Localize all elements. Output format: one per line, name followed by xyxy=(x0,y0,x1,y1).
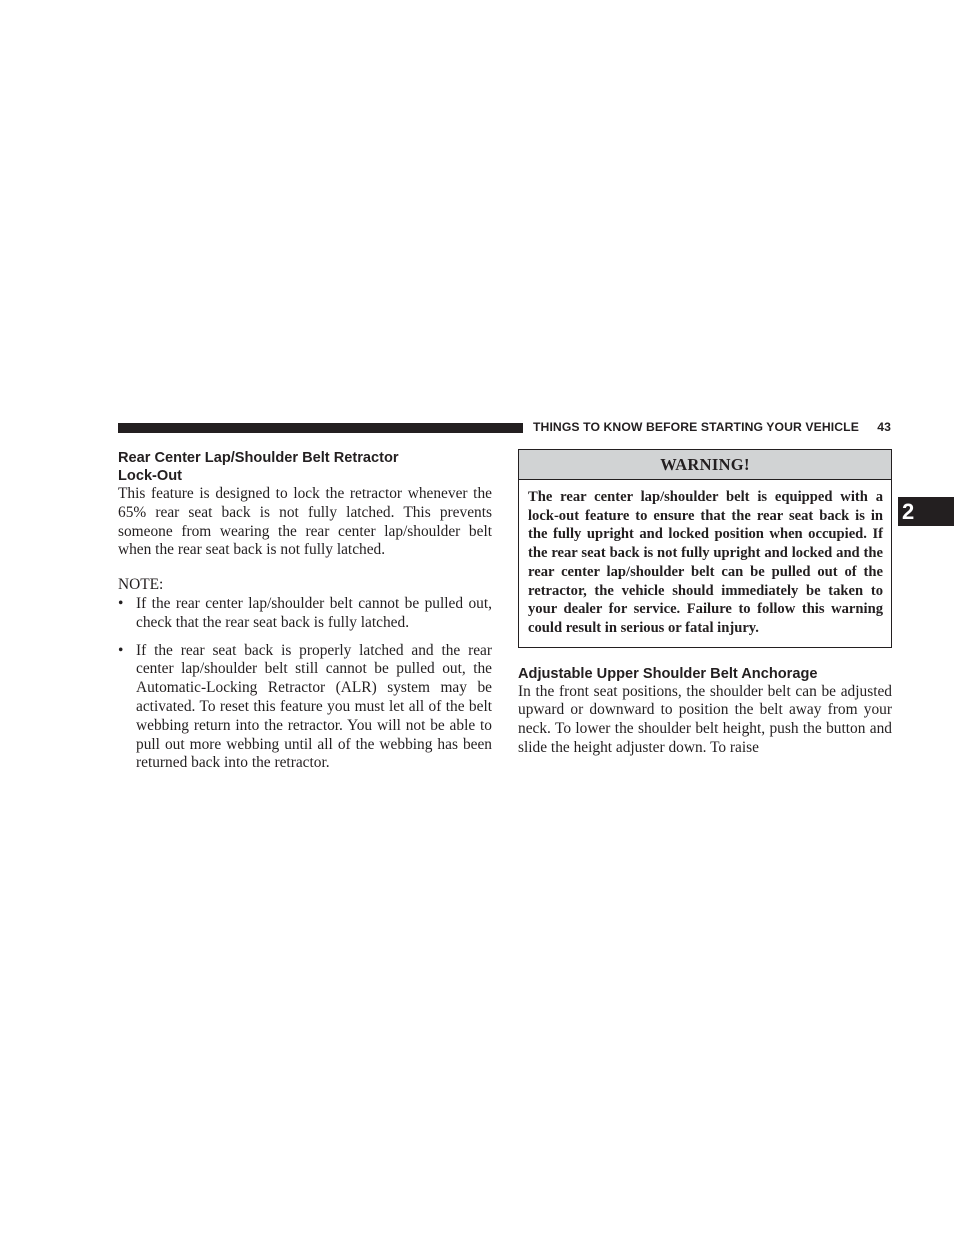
header-rule xyxy=(118,423,523,433)
lockout-paragraph: This feature is designed to lock the retractor whenever the 65% rear seat back is not fully latched. This prevents someone from wearing the rear center lap/shoulder belt when the rear seat back is not fully latched. xyxy=(118,485,492,559)
note-list xyxy=(118,595,492,773)
bullet-symbol: • xyxy=(118,594,124,612)
running-header xyxy=(533,420,891,434)
left-column xyxy=(118,449,492,782)
list-item xyxy=(118,642,492,774)
warning-box xyxy=(518,449,892,648)
bullet-symbol: • xyxy=(118,641,124,659)
warning-title: WARNING! xyxy=(519,450,891,480)
section-heading-lockout xyxy=(118,449,492,485)
page-number: 43 xyxy=(877,420,891,434)
heading-line-1: Rear Center Lap/Shoulder Belt Retractor xyxy=(118,450,399,466)
bullet-text: If the rear seat back is properly latched and the rear center lap/shoulder belt still cannot be pulled out, the Automatic-Locking Retractor (ALR) system may be activated. To reset this feature you must let all of the belt webbing return into the retractor. You will not be able to pull out more webbing until all of the webbing has been returned back into the retractor. xyxy=(136,641,492,772)
section-heading-anchorage: Adjustable Upper Shoulder Belt Anchorage xyxy=(518,665,818,682)
chapter-tab: 2 xyxy=(898,497,954,526)
note-label: NOTE: xyxy=(118,576,164,594)
warning-text: The rear center lap/shoulder belt is equipped with a lock-out feature to ensure that the rear seat back is in the fully upright and locked position when occupied. If the rear seat back is not fully upright and locked and the rear center lap/shoulder belt can be pulled out of the retractor, the vehicle should immediately be taken to your dealer for service. Failure to follow this warning could result in serious or fatal injury. xyxy=(528,489,883,636)
heading-line-2: Lock-Out xyxy=(118,468,183,484)
anchorage-paragraph: In the front seat positions, the shoulder belt can be adjusted upward or downward to position the belt away from your neck. To lower the shoulder belt height, push the button and slide the height adjuster down. To raise xyxy=(518,682,892,757)
right-column xyxy=(518,449,892,758)
bullet-text: If the rear center lap/shoulder belt cannot be pulled out, check that the rear seat back is fully latched. xyxy=(136,594,492,631)
list-item xyxy=(118,595,492,633)
header-section-title: THINGS TO KNOW BEFORE STARTING YOUR VEHICLE xyxy=(533,420,859,434)
